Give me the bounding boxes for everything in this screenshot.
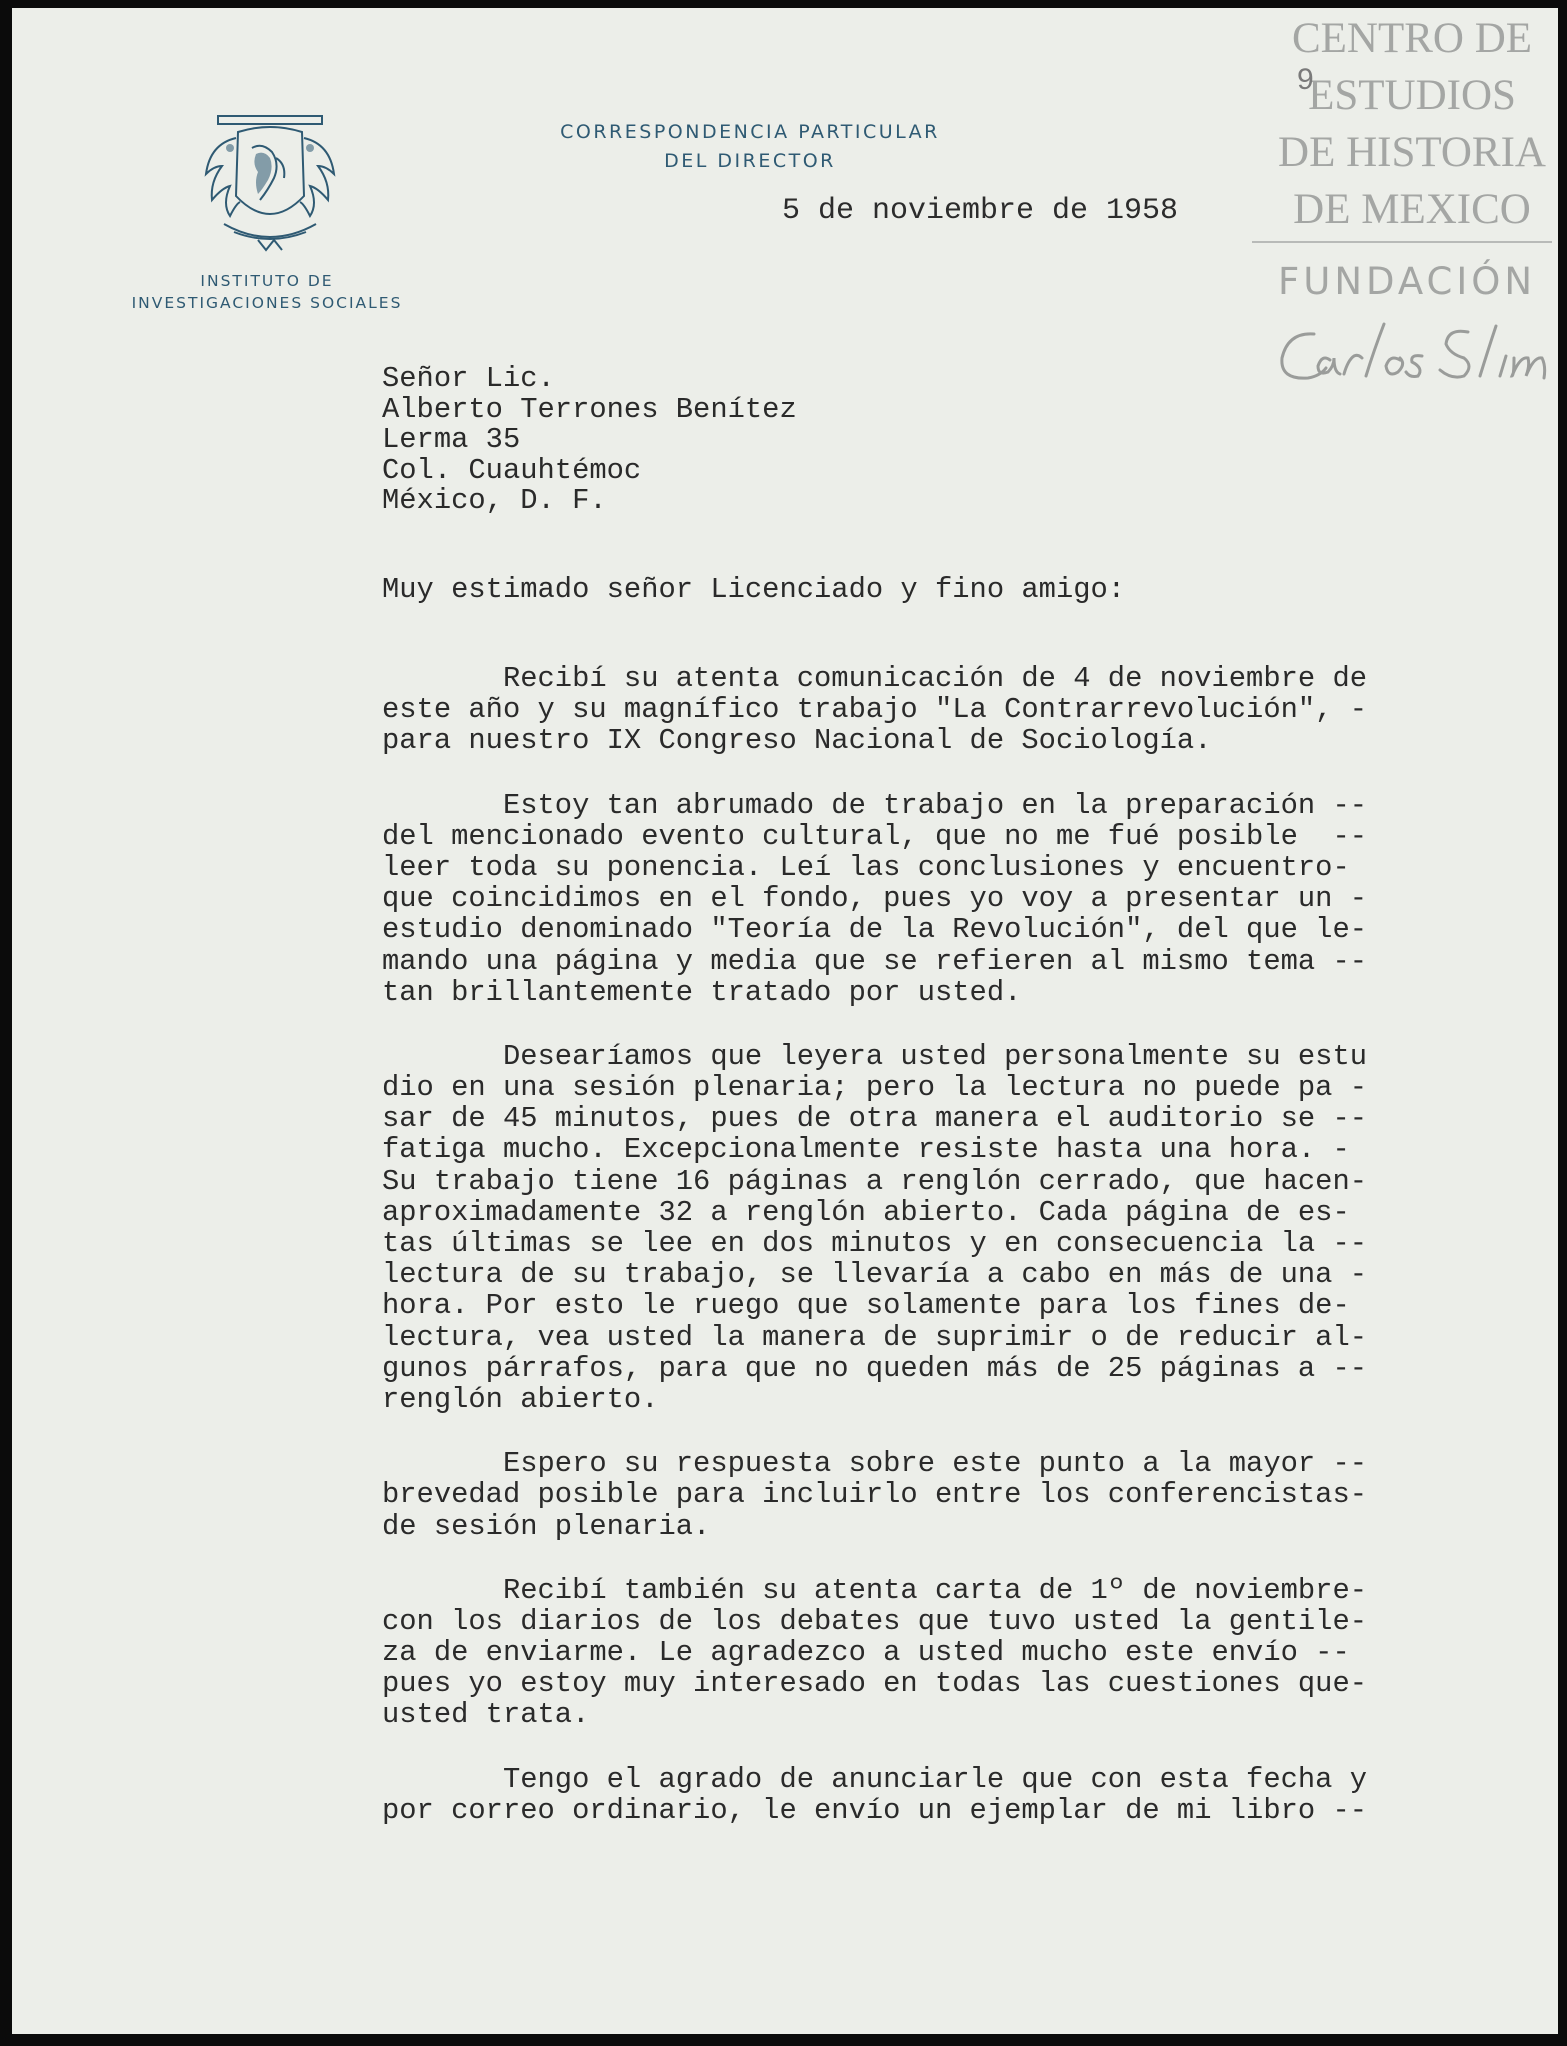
paragraph-line: tan brillantemente tratado por usted.	[382, 975, 1022, 1009]
paragraph-line: sar de 45 minutos, pues de otra manera el auditorio se --	[382, 1102, 1368, 1136]
letter-body	[382, 364, 1367, 1826]
paragraph-line: Su trabajo tiene 16 páginas a renglón cerrado, que hacen-	[382, 1164, 1368, 1198]
address-line: Lerma 35	[382, 423, 521, 456]
paragraph-line: usted trata.	[382, 1698, 590, 1732]
paragraph	[382, 1041, 1367, 1415]
recipient-address	[382, 364, 1367, 517]
watermark-line: DE HISTORIA	[1278, 129, 1546, 176]
paragraph-line: pues yo estoy muy interesado en todas las cuestiones que-	[382, 1667, 1368, 1701]
watermark-divider	[1252, 241, 1552, 243]
letterhead-title-line: DEL DIRECTOR	[664, 150, 836, 172]
archive-watermark	[1252, 10, 1558, 307]
paragraph-line: Desearíamos que leyera usted personalmente su estu	[382, 1039, 1368, 1073]
paragraph-line: Espero su respuesta sobre este punto a la mayor --	[382, 1447, 1368, 1481]
paragraph-line: leer toda su ponencia. Leí las conclusiones y encuentro-	[382, 850, 1350, 884]
salutation: Muy estimado señor Licenciado y fino amigo:	[382, 572, 1126, 606]
paragraph-line: Tengo el agrado de anunciarle que con esta fecha y	[382, 1762, 1368, 1796]
paragraph-line: del mencionado evento cultural, que no me fué posible --	[382, 819, 1368, 853]
paragraph-line: hora. Por esto le ruego que solamente para los fines de-	[382, 1289, 1350, 1323]
institution-name	[102, 270, 432, 314]
paragraph-line: este año y su magnífico trabajo "La Contrarrevolución", -	[382, 693, 1368, 727]
paragraph	[382, 1575, 1367, 1731]
paragraph-line: con los diarios de los debates que tuvo usted la gentile-	[382, 1604, 1368, 1638]
paragraph-line: mando una página y media que se refieren al mismo tema --	[382, 944, 1368, 978]
paragraph-line: renglón abierto.	[382, 1382, 659, 1416]
unam-coat-of-arms-icon	[200, 104, 340, 254]
paragraph-line: lectura de su trabajo, se llevaría a cabo en más de una -	[382, 1258, 1368, 1292]
paragraph-line: Estoy tan abrumado de trabajo en la preparación --	[382, 788, 1368, 822]
letter-date: 5 de noviembre de 1958	[782, 194, 1179, 228]
spacer	[382, 1542, 1367, 1575]
watermark-line	[1252, 63, 1558, 124]
address-line: México, D. F.	[382, 484, 607, 517]
paragraph	[382, 790, 1367, 1008]
institution-line: INVESTIGACIONES SOCIALES	[131, 294, 403, 312]
spacer	[382, 1008, 1367, 1041]
paragraph-line: za de enviarme. Le agradezco a usted mucho este envío --	[382, 1636, 1350, 1670]
spacer	[382, 517, 1367, 575]
paragraph-line: gunos párrafos, para que no queden más de 25 páginas a --	[382, 1351, 1368, 1385]
paragraph-line: aproximadamente 32 a renglón abierto. Cada página de es-	[382, 1195, 1350, 1229]
paragraph-line: Recibí su atenta comunicación de 4 de noviembre de	[382, 662, 1368, 695]
paragraph	[382, 1764, 1367, 1826]
spacer	[382, 1415, 1367, 1448]
address-line: Alberto Terrones Benítez	[382, 392, 797, 426]
letterhead-title	[560, 118, 940, 176]
paragraph-line: tas últimas se lee en dos minutos y en consecuencia la --	[382, 1227, 1368, 1260]
paragraph-line: de sesión plenaria.	[382, 1509, 711, 1543]
watermark-line: DE MEXICO	[1293, 186, 1531, 233]
paragraph-line: por correo ordinario, le envío un ejemplar de mi libro --	[382, 1793, 1368, 1827]
paragraph-line: brevedad posible para incluirlo entre los conferencistas-	[382, 1478, 1368, 1512]
paragraph	[382, 663, 1367, 757]
paragraph-line: para nuestro IX Congreso Nacional de Sociología.	[382, 724, 1212, 758]
watermark-foundation: FUNDACIÓN	[1277, 260, 1537, 303]
spacer	[382, 605, 1367, 663]
watermark-line-text: ESTUDIOS	[1308, 72, 1516, 119]
paragraph-line: estudio denominado "Teoría de la Revolución", del que le-	[382, 913, 1368, 947]
spacer	[382, 1731, 1367, 1764]
paragraph-line: Recibí también su atenta carta de 1º de noviembre-	[382, 1573, 1368, 1607]
paragraph-line: dio en una sesión plenaria; pero la lectura no puede pa -	[382, 1071, 1368, 1105]
page-number-mark: 9	[1297, 63, 1314, 96]
spacer	[382, 757, 1367, 790]
address-line: Col. Cuauhtémoc	[382, 453, 642, 487]
institution-line: INSTITUTO DE	[200, 272, 334, 290]
watermark-line: CENTRO DE	[1291, 15, 1533, 62]
paragraph-line: fatiga mucho. Excepcionalmente resiste hasta una hora. -	[382, 1133, 1350, 1167]
paragraph	[382, 1448, 1367, 1542]
paragraph-line: que coincidimos en el fondo, pues yo voy a presentar un -	[382, 882, 1368, 916]
address-line: Señor Lic.	[382, 362, 555, 395]
paragraph-line: lectura, vea usted la manera de suprimir o de reducir al-	[382, 1320, 1368, 1354]
letter-page	[12, 8, 1558, 2034]
letterhead-title-line: CORRESPONDENCIA PARTICULAR	[560, 121, 940, 143]
